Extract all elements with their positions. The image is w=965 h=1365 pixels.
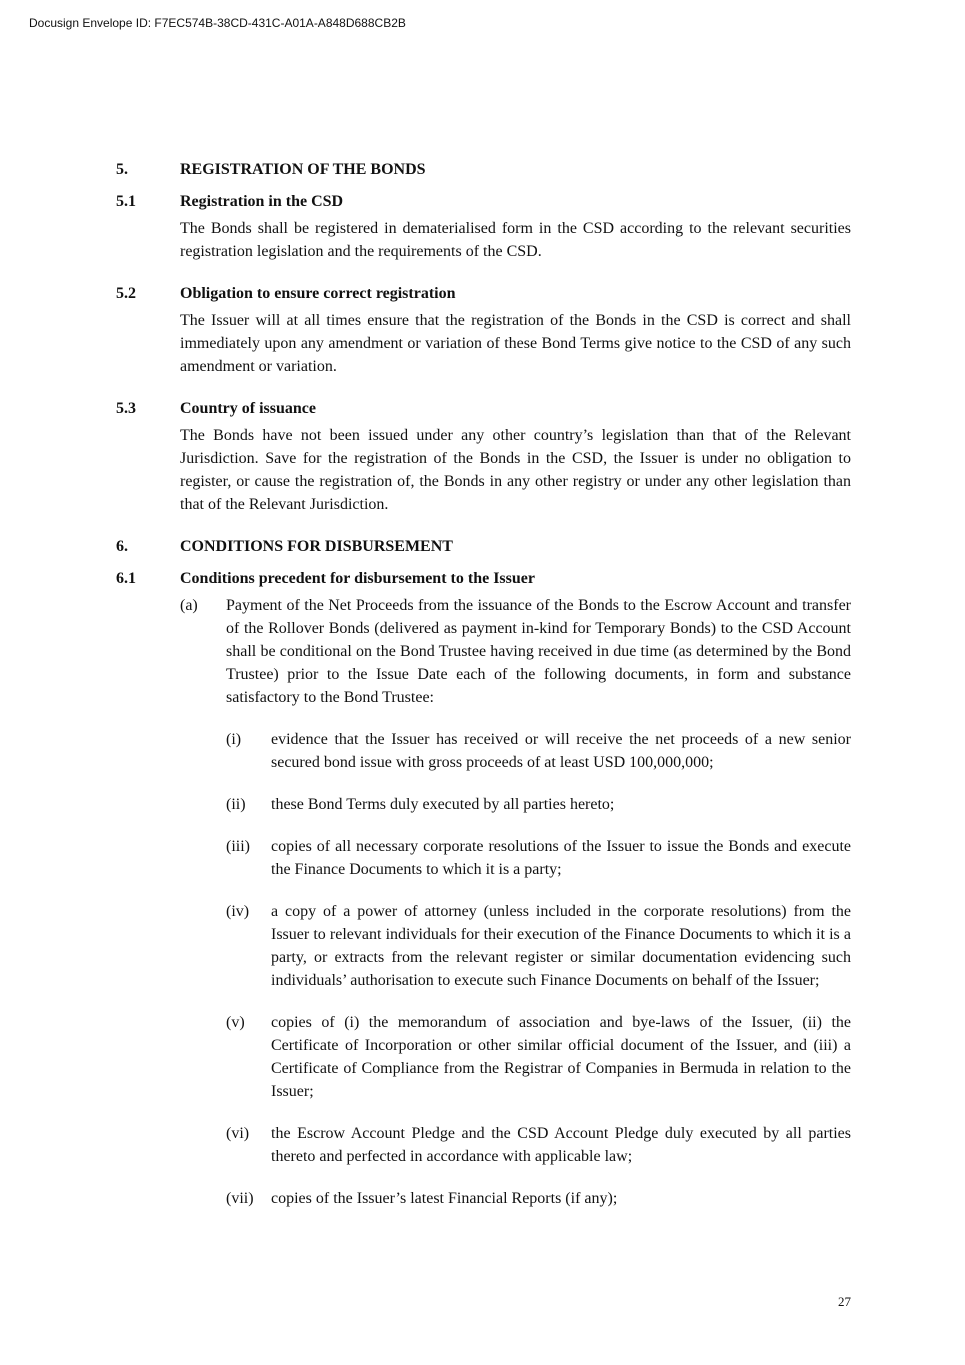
section-5-2-heading [116, 282, 851, 305]
section-number: 5.1 [116, 193, 136, 210]
section-5-1-heading [116, 190, 851, 213]
item-label: (ii) [226, 796, 246, 813]
list-item [226, 1122, 851, 1168]
envelope-id: Docusign Envelope ID: F7EC574B-38CD-431C-A01A-A848D688CB2B [29, 16, 406, 30]
section-title: CONDITIONS FOR DISBURSEMENT [180, 538, 453, 555]
section-title: Conditions precedent for disbursement to the Issuer [180, 570, 535, 587]
list-item [226, 835, 851, 881]
section-number: 5. [116, 161, 128, 178]
item-label: (vii) [226, 1190, 254, 1207]
item-text: these Bond Terms duly executed by all parties hereto; [271, 796, 615, 813]
item-text: evidence that the Issuer has received or will receive the net proceeds of a new senior secured bond issue with gross proceeds of at least USD 100,000,000; [271, 731, 851, 771]
section-title: Registration in the CSD [180, 193, 344, 210]
section-number: 5.3 [116, 400, 136, 417]
item-label: (v) [226, 1014, 245, 1031]
list-item [226, 1011, 851, 1103]
section-6-1-heading [116, 567, 851, 590]
section-5-3-text: The Bonds have not been issued under any other country’s legislation than that of the Relevant Jurisdiction. Save for the registration of the Bonds in the CSD, the Issuer is under no obligation to register, or cause the registration of, the Bonds in any other registry or under any other legislation than that of the Relevant Jurisdiction. [180, 427, 851, 513]
item-label: (iv) [226, 903, 250, 920]
list-item [180, 594, 851, 709]
section-5-1-text: The Bonds shall be registered in dematerialised form in the CSD according to the relevant securities registration legislation and the requirements of the CSD. [180, 220, 851, 260]
item-text: copies of all necessary corporate resolutions of the Issuer to issue the Bonds and execute the Finance Documents to which it is a party; [271, 838, 851, 878]
list-item [226, 793, 851, 816]
item-text: a copy of a power of attorney (unless included in the corporate resolutions) from the Issuer to relevant individuals for their execution of the Finance Documents to which it is a party, or extracts from the relevant register or similar documentation evidencing such individuals’ authorisation to execute such Finance Documents on behalf of the Issuer; [271, 903, 851, 989]
documents-sublist [226, 728, 851, 1210]
item-text: the Escrow Account Pledge and the CSD Account Pledge duly executed by all parties thereto and perfected in accordance with applicable law; [271, 1125, 851, 1165]
section-number: 5.2 [116, 285, 136, 302]
section-number: 6.1 [116, 570, 136, 587]
section-6-heading [116, 535, 851, 558]
conditions-list [180, 594, 851, 1210]
section-title: Obligation to ensure correct registration [180, 285, 456, 302]
item-label: (iii) [226, 838, 250, 855]
section-5-3-heading [116, 397, 851, 420]
list-item [226, 1187, 851, 1210]
item-text: copies of the Issuer’s latest Financial Reports (if any); [271, 1190, 618, 1207]
section-5-heading [116, 158, 851, 181]
item-text: Payment of the Net Proceeds from the issuance of the Bonds to the Escrow Account and transfer of the Rollover Bonds (delivered as payment in-kind for Temporary Bonds) to the CSD Account shall be conditional on the Bond Trustee having received in due time (as determined by the Bond Trustee) prior to the Issue Date each of the following documents, in form and substance satisfactory to the Bond Trustee: [226, 597, 851, 706]
item-label: (i) [226, 731, 242, 748]
document-body [116, 158, 851, 1229]
item-label: (a) [180, 597, 198, 614]
list-item [226, 900, 851, 992]
item-label: (vi) [226, 1125, 250, 1142]
section-number: 6. [116, 538, 128, 555]
item-text: copies of (i) the memorandum of association and bye-laws of the Issuer, (ii) the Certificate of Incorporation or other similar official document of the Issuer, and (iii) a Certificate of Compliance from the Registrar of Companies in Bermuda in relation to the Issuer; [271, 1014, 851, 1100]
list-item [226, 728, 851, 774]
section-title: REGISTRATION OF THE BONDS [180, 161, 426, 178]
page-number: 27 [838, 1294, 851, 1309]
section-5-2-text: The Issuer will at all times ensure that the registration of the Bonds in the CSD is correct and shall immediately upon any amendment or variation of these Bond Terms give notice to the CSD of any such amendment or variation. [180, 312, 851, 375]
section-title: Country of issuance [180, 400, 317, 417]
